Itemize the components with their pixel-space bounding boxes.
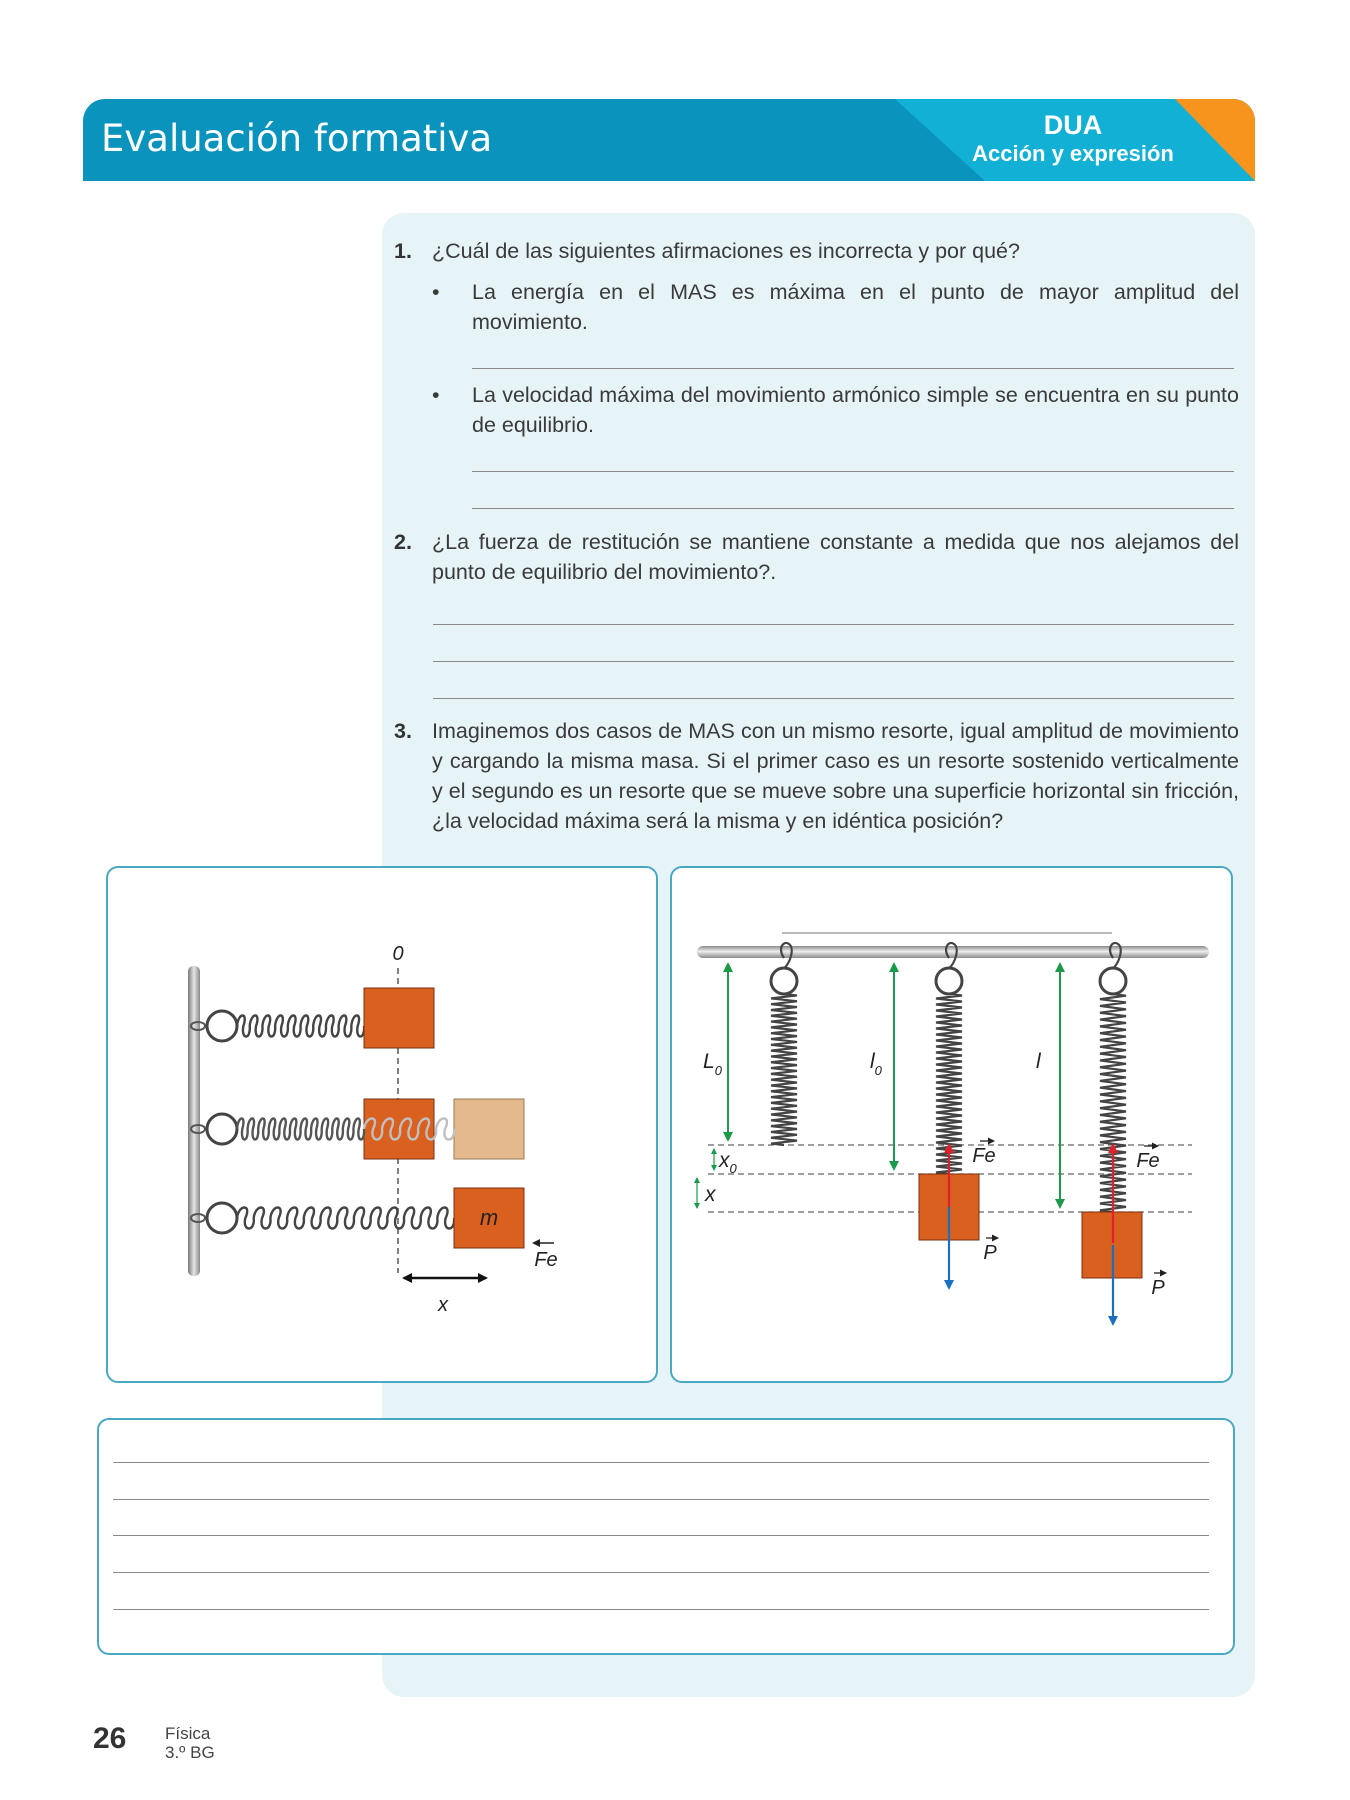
question-text: ¿La fuerza de restitución se mantiene constante a medida que nos alejamos del punto de equilibrio del movimiento?. <box>432 530 1239 584</box>
answer-line[interactable] <box>472 508 1234 509</box>
answer-line[interactable] <box>472 368 1234 369</box>
bullet-text: La energía en el MAS es máxima en el punto de mayor amplitud del movimiento. <box>472 280 1239 334</box>
question-1 <box>394 236 1239 266</box>
answer-line[interactable] <box>113 1462 1209 1463</box>
answer-line[interactable] <box>113 1609 1209 1610</box>
zero-label: 0 <box>392 943 404 965</box>
book-info <box>165 1724 215 1762</box>
dua-badge <box>953 111 1193 169</box>
answer-line[interactable] <box>113 1535 1209 1536</box>
mass-block-1 <box>364 988 434 1048</box>
dua-badge-title: DUA <box>1043 110 1103 140</box>
question-2 <box>394 527 1239 587</box>
mass-block-ghost <box>454 1099 524 1159</box>
answer-line[interactable] <box>113 1499 1209 1500</box>
fe2-label: Fe <box>1136 1150 1160 1172</box>
displacement-label: x <box>438 1294 448 1316</box>
vertical-spring-diagram <box>672 868 1231 1381</box>
figure-horizontal-spring <box>106 866 658 1383</box>
x-label: x <box>705 1183 716 1206</box>
answer-line[interactable] <box>433 661 1234 662</box>
question-number: 3. <box>394 719 412 743</box>
subject-name: Física <box>165 1724 211 1743</box>
figure-vertical-spring <box>670 866 1233 1383</box>
answer-box[interactable] <box>97 1418 1235 1655</box>
support-bar <box>697 946 1209 958</box>
question-3 <box>394 716 1239 836</box>
mass-label: m <box>479 1205 499 1230</box>
answer-line[interactable] <box>433 698 1234 699</box>
spring-2-coils <box>237 1119 364 1140</box>
question-1-bullet-1 <box>432 277 1239 337</box>
dua-badge-subtitle: Acción y expresión <box>972 141 1174 166</box>
wall-rod <box>188 966 200 1276</box>
answer-line[interactable] <box>472 471 1234 472</box>
answer-line[interactable] <box>113 1572 1209 1573</box>
p2-label: P <box>1151 1277 1165 1299</box>
bullet-text: La velocidad máxima del movimiento armónico simple se encuentra en su punto de equilibrio. <box>472 383 1239 437</box>
question-number: 1. <box>394 239 412 263</box>
answer-line[interactable] <box>433 624 1234 625</box>
page-number: 26 <box>93 1722 127 1755</box>
spring-compressed <box>191 1011 364 1041</box>
question-number: 2. <box>394 530 412 554</box>
p1-label: P <box>983 1242 997 1264</box>
horizontal-spring-diagram <box>108 868 656 1381</box>
l0-label: $l_0$ <box>870 1050 882 1078</box>
x0-label: $x_0$ <box>719 1149 737 1176</box>
question-text: ¿Cuál de las siguientes afirmaciones es incorrecta y por qué? <box>432 239 1020 263</box>
force-label: Fe <box>534 1249 558 1271</box>
question-1-bullet-2 <box>432 380 1239 440</box>
grade-level: 3.º BG <box>165 1743 215 1762</box>
fe1-label: Fe <box>972 1145 996 1167</box>
bullet-icon: • <box>432 383 440 407</box>
L0-label: $L_0$ <box>703 1050 722 1078</box>
spring-stretched <box>191 1203 454 1233</box>
question-text: Imaginemos dos casos de MAS con un mismo resorte, igual amplitud de movimiento y cargando la misma masa. Si el primer caso es un resorte sostenido verticalmente y el segundo es un resorte que se mueve sobre una superficie horizontal sin fricción, ¿la velocidad máxima será la misma y en idéntica posición? <box>432 719 1239 833</box>
l-label: l <box>1036 1050 1041 1073</box>
section-title: Evaluación formativa <box>101 117 493 160</box>
spring-natural-length <box>771 943 797 1145</box>
bullet-icon: • <box>432 280 440 304</box>
section-header <box>83 99 1255 181</box>
spring-equilibrium-loaded <box>936 943 962 1174</box>
